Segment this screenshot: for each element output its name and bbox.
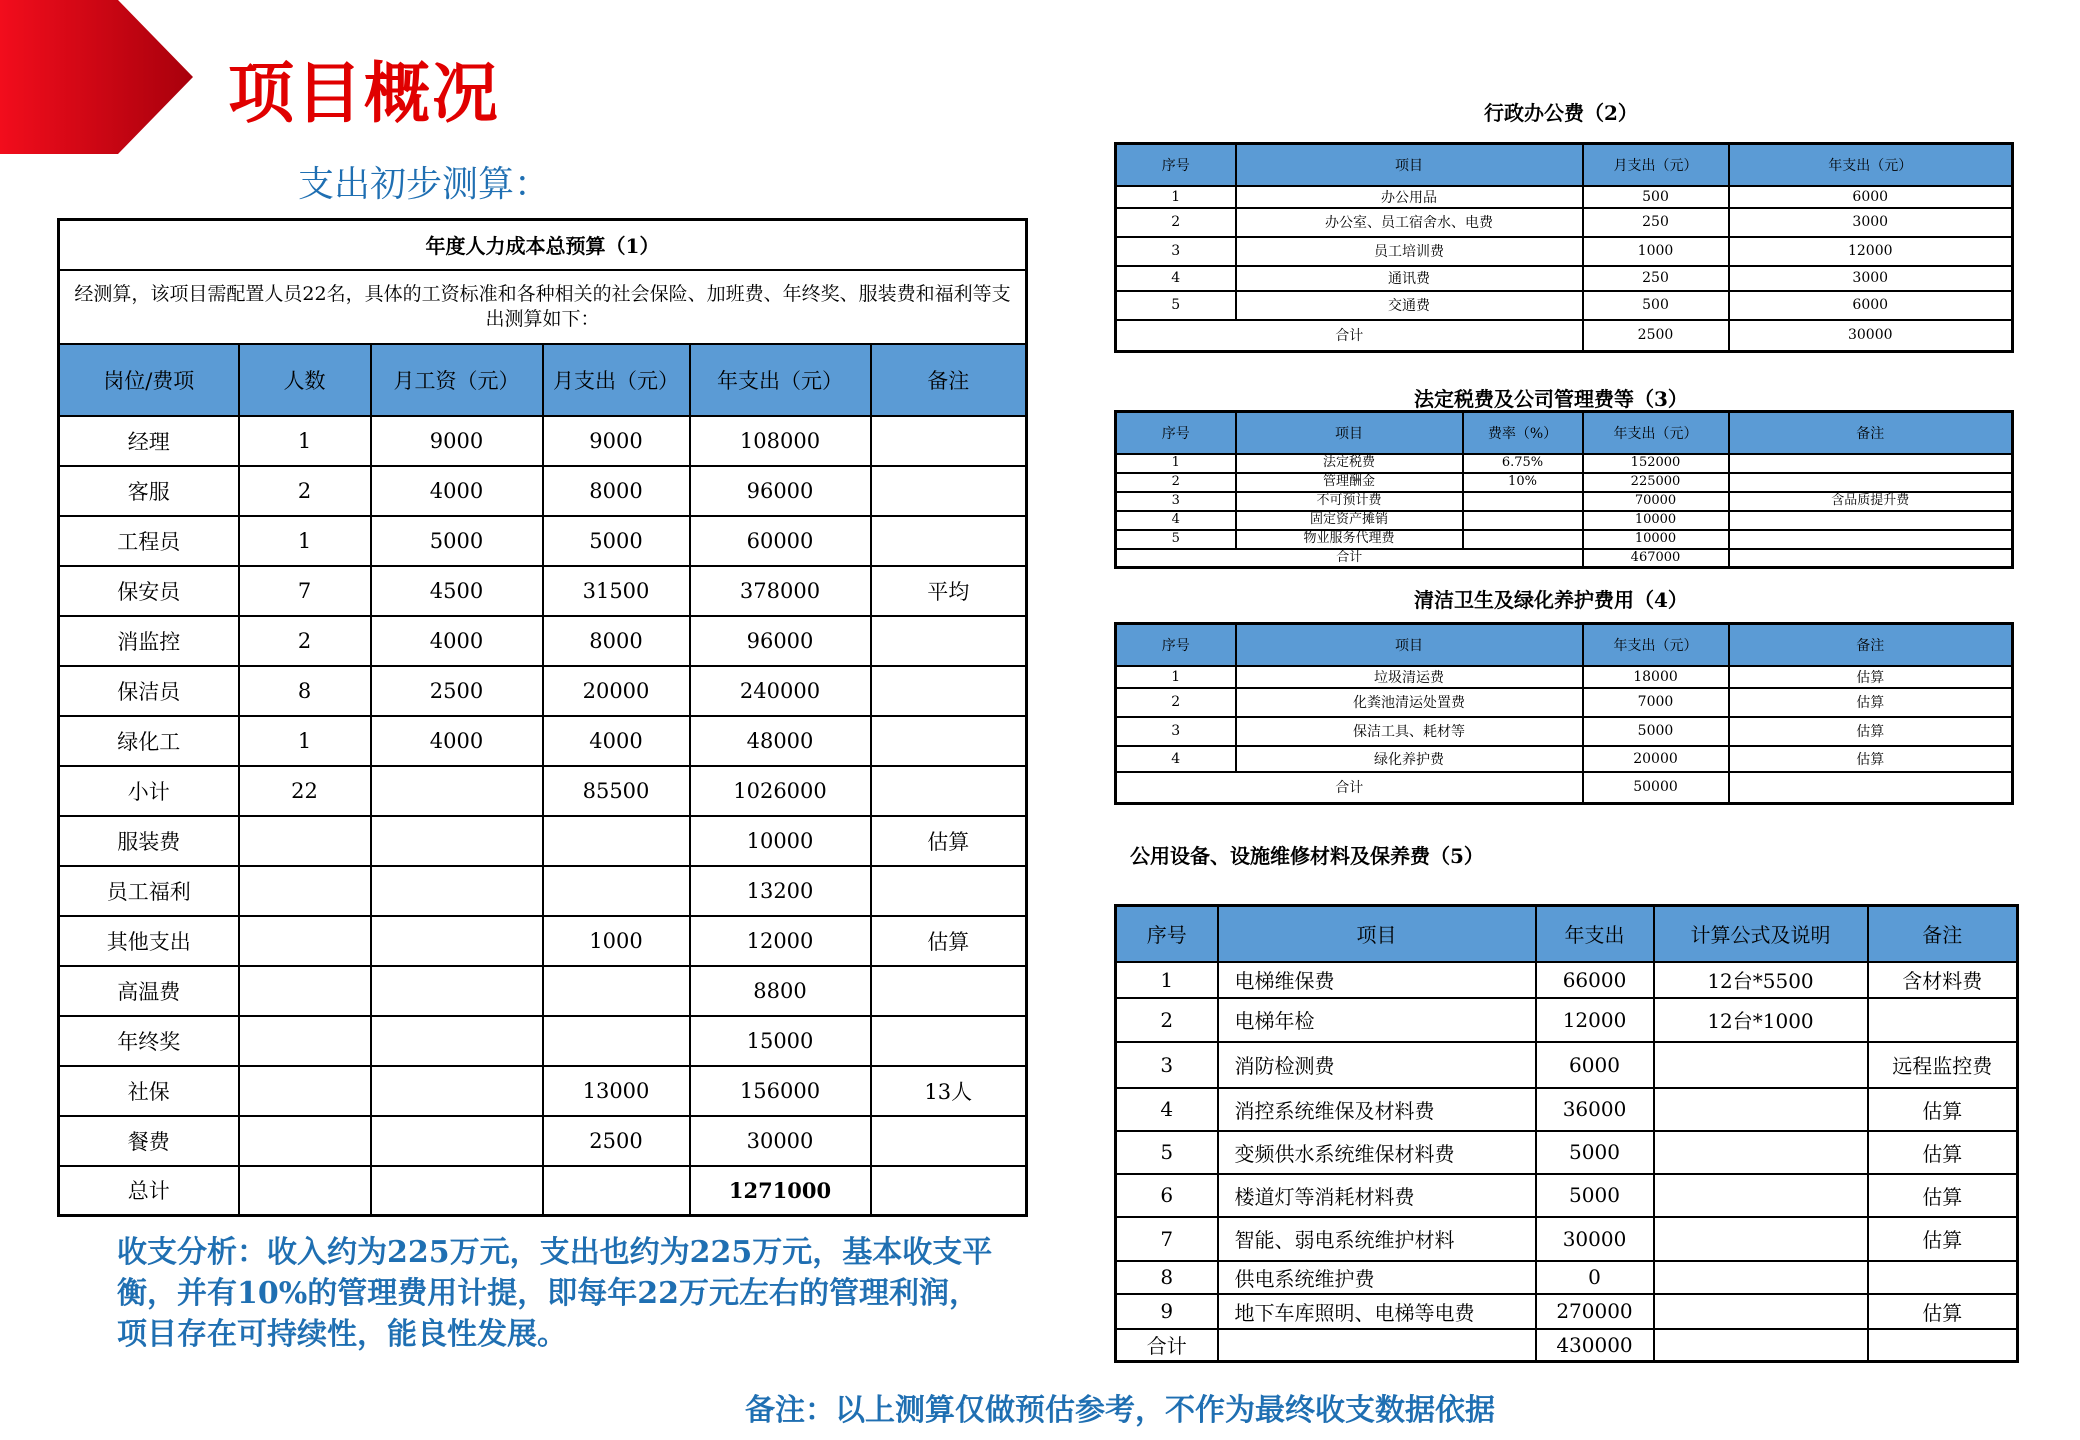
table-cell: 22 [239,766,371,816]
table-cell: 1000 [543,916,690,966]
table-cell: 小计 [59,766,239,816]
table-cell: 10% [1463,473,1583,492]
table-cell: 4 [1116,746,1236,772]
table-cell: 1 [1116,454,1236,473]
column-header: 备注 [1729,412,2013,454]
table-cell: 85500 [543,766,690,816]
table-row [59,666,1027,716]
office-cost-caption: 行政办公费（2） [1484,101,1638,125]
table-cell [1654,1131,1868,1174]
table-row [1116,511,2013,530]
table-row [1116,1294,2018,1329]
table-cell: 交通费 [1236,291,1583,320]
table-cell [1729,772,2013,804]
table-cell: 餐费 [59,1116,239,1166]
table-cell: 4000 [371,616,543,666]
table-cell: 消控系统维保及材料费 [1218,1088,1536,1131]
table-row [1116,746,2013,772]
table-cell: 估算 [1868,1131,2018,1174]
table-cell: 物业服务代理费 [1236,530,1463,549]
table-cell [871,716,1027,766]
table-cell [371,816,543,866]
table-cell: 12000 [690,916,871,966]
total-cell: 50000 [1583,772,1729,804]
table-cell: 2 [1116,208,1236,237]
table-cell: 远程监控费 [1868,1042,2018,1088]
table-cell: 6000 [1729,291,2013,320]
table-cell: 250 [1583,266,1729,291]
total-cell: 合计 [1116,772,1583,804]
table-cell: 9 [1116,1294,1218,1329]
table-cell: 4 [1116,511,1236,530]
table-cell: 12000 [1729,237,2013,266]
column-header: 月支出（元） [1583,144,1729,186]
column-header: 项目 [1236,144,1583,186]
table-cell [871,516,1027,566]
table-cell: 智能、弱电系统维护材料 [1218,1217,1536,1261]
column-header: 项目 [1218,906,1536,962]
table-cell: 平均 [871,566,1027,616]
table-cell: 152000 [1583,454,1729,473]
tax-fee-caption: 法定税费及公司管理费等（3） [1414,387,1688,411]
column-header: 人数 [239,344,371,416]
total-cell: 430000 [1536,1329,1654,1362]
column-header: 序号 [1116,412,1236,454]
column-header: 项目 [1236,412,1463,454]
table-cell [871,416,1027,466]
table-cell: 6.75% [1463,454,1583,473]
table-cell: 4000 [543,716,690,766]
table-cell: 含品质提升费 [1729,492,2013,511]
table-cell: 4000 [371,716,543,766]
table-cell [871,1166,1027,1216]
table-cell: 10000 [1583,511,1729,530]
table-cell: 办公用品 [1236,186,1583,208]
table-cell: 其他支出 [59,916,239,966]
table-cell: 31500 [543,566,690,616]
table-cell: 电梯年检 [1218,998,1536,1042]
table-cell [371,1066,543,1116]
table-cell: 估算 [1868,1174,2018,1217]
table-row [59,866,1027,916]
table-cell [1729,549,2013,568]
table-cell: 500 [1583,186,1729,208]
table-cell: 电梯维保费 [1218,962,1536,998]
table-row [59,916,1027,966]
column-header: 计算公式及说明 [1654,906,1868,962]
table-cell: 绿化养护费 [1236,746,1583,772]
table-cell: 社保 [59,1066,239,1116]
column-header: 月工资（元） [371,344,543,416]
table-cell: 7 [1116,1217,1218,1261]
table-row [1116,962,2018,998]
table-cell: 15000 [690,1016,871,1066]
table-cell: 法定税费 [1236,454,1463,473]
column-header: 年支出（元） [1583,412,1729,454]
column-header: 序号 [1116,144,1236,186]
table-cell: 办公室、员工宿舍水、电费 [1236,208,1583,237]
total-row [1116,772,2013,804]
office-cost-table [1114,142,2014,353]
equipment-cost-caption: 公用设备、设施维修材料及保养费（5） [1130,844,1484,868]
table-cell: 1026000 [690,766,871,816]
table-row [1116,208,2013,237]
table-row [59,816,1027,866]
column-header: 月支出（元） [543,344,690,416]
table-cell: 消监控 [59,616,239,666]
table-cell [1868,1261,2018,1294]
table-cell [1868,998,2018,1042]
table-cell [1868,1329,2018,1362]
table-cell: 估算 [1868,1217,2018,1261]
table-cell: 6 [1116,1174,1218,1217]
table-cell: 1 [1116,666,1236,688]
table-cell [239,1116,371,1166]
table-cell [1463,492,1583,511]
table-cell: 6000 [1536,1042,1654,1088]
table-cell: 2 [1116,998,1218,1042]
table-cell: 1 [239,516,371,566]
income-expense-analysis: 收支分析：收入约为225万元，支出也约为225万元，基本收支平衡，并有10%的管理费用计提，即每年22万元左右的管理利润，项目存在可持续性，能良性发展。 [117,1235,993,1352]
table-cell [871,666,1027,716]
equipment-cost-table [1114,904,2019,1363]
table-cell [1729,511,2013,530]
table-cell: 7000 [1583,688,1729,717]
table-cell: 工程员 [59,516,239,566]
table-cell [871,1116,1027,1166]
table-row [59,1166,1027,1216]
total-row [1116,320,2013,352]
table-cell: 估算 [871,916,1027,966]
table-cell [371,866,543,916]
table-cell [239,1066,371,1116]
table-cell: 1000 [1583,237,1729,266]
table-cell: 250 [1583,208,1729,237]
table-cell: 通讯费 [1236,266,1583,291]
table-cell: 12台*5500 [1654,962,1868,998]
table-cell: 估算 [1729,688,2013,717]
table-row [59,766,1027,816]
table-cell: 服装费 [59,816,239,866]
table-cell: 20000 [1583,746,1729,772]
column-header: 费率（%） [1463,412,1583,454]
table-row [1116,266,2013,291]
table-cell: 5 [1116,291,1236,320]
table-cell: 3 [1116,717,1236,746]
table-cell: 2500 [371,666,543,716]
table-cell: 管理酬金 [1236,473,1463,492]
table-cell: 员工培训费 [1236,237,1583,266]
table-cell: 变频供水系统维保材料费 [1218,1131,1536,1174]
table-cell [871,616,1027,666]
table-cell: 楼道灯等消耗材料费 [1218,1174,1536,1217]
table-cell: 估算 [871,816,1027,866]
table-cell: 地下车库照明、电梯等电费 [1218,1294,1536,1329]
table-cell [1654,1088,1868,1131]
table-cell [1463,530,1583,549]
table-row [59,1016,1027,1066]
table-row [1116,688,2013,717]
table-cell [543,966,690,1016]
column-header: 项目 [1236,624,1583,666]
table-caption: 年度人力成本总预算（1） [59,220,1027,270]
table-cell: 5000 [1536,1131,1654,1174]
table-cell: 总计 [59,1166,239,1216]
table-cell: 4000 [371,466,543,516]
table-cell [871,766,1027,816]
labor-cost-table [57,218,1028,1217]
table-cell: 3000 [1729,208,2013,237]
table-cell: 保洁工具、耗材等 [1236,717,1583,746]
table-cell: 12000 [1536,998,1654,1042]
table-row [1116,1042,2018,1088]
table-cell: 18000 [1583,666,1729,688]
table-cell: 48000 [690,716,871,766]
table-cell [543,816,690,866]
table-cell: 8800 [690,966,871,1016]
table-cell: 13200 [690,866,871,916]
table-cell: 1 [239,716,371,766]
table-cell: 5 [1116,1131,1218,1174]
column-header: 岗位/费项 [59,344,239,416]
table-cell: 3 [1116,237,1236,266]
table-cell: 1271000 [690,1166,871,1216]
table-cell [1654,1294,1868,1329]
total-row [1116,1329,2018,1362]
table-cell: 垃圾清运费 [1236,666,1583,688]
table-cell: 客服 [59,466,239,516]
table-cell: 2 [239,616,371,666]
total-cell: 合计 [1116,549,1583,568]
table-cell [371,766,543,816]
column-header: 序号 [1116,624,1236,666]
table-cell: 96000 [690,466,871,516]
table-row [1116,1131,2018,1174]
table-cell [371,1116,543,1166]
table-row [1116,1174,2018,1217]
table-cell: 3 [1116,492,1236,511]
table-cell: 5000 [1583,717,1729,746]
table-cell: 估算 [1729,746,2013,772]
table-description: 经测算，该项目需配置人员22名，具体的工资标准和各种相关的社会保险、加班费、年终奖、服装费和福利等支出测算如下： [59,270,1027,344]
table-cell: 含材料费 [1868,962,2018,998]
table-cell: 8 [1116,1261,1218,1294]
table-cell: 2 [1116,688,1236,717]
title-arrow-icon [0,0,193,154]
table-cell: 1 [1116,962,1218,998]
table-row [1116,186,2013,208]
table-cell: 估算 [1729,717,2013,746]
table-cell: 消防检测费 [1218,1042,1536,1088]
table-row [59,516,1027,566]
table-cell: 4 [1116,266,1236,291]
table-cell: 500 [1583,291,1729,320]
table-cell: 员工福利 [59,866,239,916]
table-cell [1218,1329,1536,1362]
table-cell: 30000 [690,1116,871,1166]
table-row [59,1066,1027,1116]
table-cell: 固定资产摊销 [1236,511,1463,530]
table-cell [871,866,1027,916]
column-header: 年支出 [1536,906,1654,962]
table-row [59,616,1027,666]
table-cell: 378000 [690,566,871,616]
table-cell [371,916,543,966]
table-cell: 供电系统维护费 [1218,1261,1536,1294]
table-cell [1729,454,2013,473]
section-subtitle: 支出初步测算： [298,164,551,205]
table-cell [1729,473,2013,492]
table-cell: 8 [239,666,371,716]
table-cell: 156000 [690,1066,871,1116]
table-cell [871,1016,1027,1066]
table-cell: 高温费 [59,966,239,1016]
table-cell [371,1166,543,1216]
table-row [1116,530,2013,549]
table-row [59,716,1027,766]
table-cell [1729,530,2013,549]
total-row [1116,549,2013,568]
table-cell: 270000 [1536,1294,1654,1329]
table-cell: 绿化工 [59,716,239,766]
table-cell [1654,1261,1868,1294]
column-header: 序号 [1116,906,1218,962]
table-cell: 70000 [1583,492,1729,511]
table-cell: 化粪池清运处置费 [1236,688,1583,717]
table-cell: 保安员 [59,566,239,616]
table-row [59,466,1027,516]
page-title: 项目概况 [228,54,500,132]
table-cell: 8000 [543,466,690,516]
table-row [1116,1261,2018,1294]
table-cell: 经理 [59,416,239,466]
table-cell: 3000 [1729,266,2013,291]
table-cell: 估算 [1729,666,2013,688]
table-cell: 6000 [1729,186,2013,208]
table-row [1116,237,2013,266]
table-cell: 4 [1116,1088,1218,1131]
table-row [1116,998,2018,1042]
table-cell: 9000 [543,416,690,466]
table-cell [871,466,1027,516]
table-cell: 3 [1116,1042,1218,1088]
table-cell: 保洁员 [59,666,239,716]
table-cell: 10000 [690,816,871,866]
tax-fee-table [1114,410,2014,569]
table-cell [371,1016,543,1066]
table-cell: 估算 [1868,1088,2018,1131]
table-cell: 13人 [871,1066,1027,1116]
column-header: 备注 [1729,624,2013,666]
table-cell: 30000 [1536,1217,1654,1261]
table-row [1116,1088,2018,1131]
table-row [59,966,1027,1016]
table-cell: 2500 [543,1116,690,1166]
table-cell [871,966,1027,1016]
table-cell [543,866,690,916]
table-cell: 估算 [1868,1294,2018,1329]
table-row [1116,454,2013,473]
table-cell: 240000 [690,666,871,716]
column-header: 年支出（元） [1729,144,2013,186]
table-cell: 2 [239,466,371,516]
table-cell: 5 [1116,530,1236,549]
total-cell: 2500 [1583,320,1729,352]
total-cell: 30000 [1729,320,2013,352]
table-cell: 5000 [1536,1174,1654,1217]
table-cell: 年终奖 [59,1016,239,1066]
table-row [59,416,1027,466]
table-cell: 96000 [690,616,871,666]
table-cell: 36000 [1536,1088,1654,1131]
table-cell: 10000 [1583,530,1729,549]
table-cell: 0 [1536,1261,1654,1294]
table-row [59,566,1027,616]
table-cell: 60000 [690,516,871,566]
table-cell: 不可预计费 [1236,492,1463,511]
cleaning-cost-table [1114,622,2014,805]
table-row [1116,473,2013,492]
table-cell [1654,1042,1868,1088]
table-cell [239,1166,371,1216]
table-cell: 1 [239,416,371,466]
total-cell: 合计 [1116,320,1583,352]
table-row [1116,492,2013,511]
table-cell: 9000 [371,416,543,466]
table-cell [1654,1217,1868,1261]
table-cell: 12台*1000 [1654,998,1868,1042]
table-row [1116,1217,2018,1261]
table-cell [239,1016,371,1066]
table-cell [1654,1329,1868,1362]
footer-note: 备注：以上测算仅做预估参考，不作为最终收支数据依据 [745,1393,1495,1428]
table-cell [239,916,371,966]
table-cell: 4500 [371,566,543,616]
column-header: 备注 [871,344,1027,416]
cleaning-cost-caption: 清洁卫生及绿化养护费用（4） [1414,588,1688,612]
total-cell: 合计 [1116,1329,1218,1362]
table-cell [543,1016,690,1066]
table-row [59,1116,1027,1166]
column-header: 年支出（元） [1583,624,1729,666]
total-cell: 467000 [1583,549,1729,568]
table-row [1116,666,2013,688]
column-header: 备注 [1868,906,2018,962]
table-row [1116,291,2013,320]
table-cell [1463,511,1583,530]
table-cell: 66000 [1536,962,1654,998]
table-cell [239,966,371,1016]
table-cell [239,866,371,916]
table-cell: 13000 [543,1066,690,1116]
table-cell [1654,1174,1868,1217]
column-header: 年支出（元） [690,344,871,416]
table-cell: 7 [239,566,371,616]
table-cell [239,816,371,866]
table-cell: 225000 [1583,473,1729,492]
table-cell: 8000 [543,616,690,666]
table-cell: 1 [1116,186,1236,208]
table-cell: 108000 [690,416,871,466]
table-cell [543,1166,690,1216]
table-cell: 20000 [543,666,690,716]
table-cell: 5000 [371,516,543,566]
table-cell [371,966,543,1016]
table-cell: 2 [1116,473,1236,492]
table-row [1116,717,2013,746]
table-cell: 5000 [543,516,690,566]
